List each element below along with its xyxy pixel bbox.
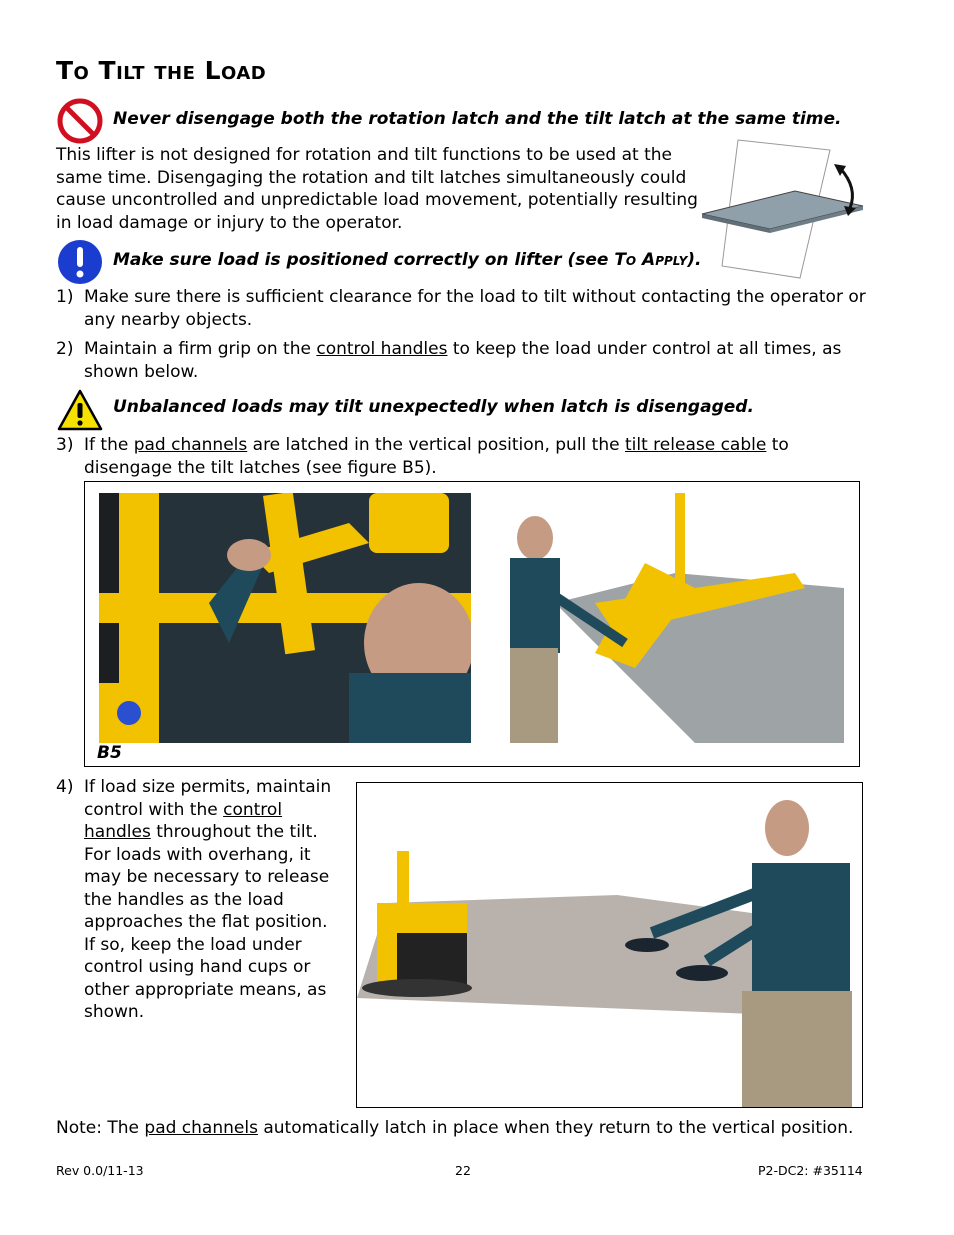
step-2-text	[84, 338, 844, 383]
step-1-number: 1)	[56, 287, 74, 307]
prohibit-callout-text: Never disengage both the rotation latch and the tilt latch at the same time.	[113, 109, 842, 129]
notice-callout	[113, 249, 702, 272]
step-3-text-start: If the	[84, 435, 134, 455]
step-3-text	[84, 434, 874, 479]
step-2-text-end: to keep the load under control at all times, as shown below.	[84, 339, 842, 382]
note-text-end: automatically latch in place when they return to the vertical position.	[257, 1118, 854, 1138]
prohibit-icon	[56, 97, 104, 145]
step-2-text-start: Maintain a firm grip on the	[84, 339, 317, 359]
step-2-number: 2)	[56, 339, 74, 359]
figure-hand-cups-photo	[357, 783, 862, 1107]
footer-page-number: 22	[455, 1163, 471, 1178]
step-3-number: 3)	[56, 435, 74, 455]
notice-reference: To Apply	[614, 250, 688, 270]
figure-b5	[84, 481, 860, 767]
footer-revision: Rev 0.0/11-13	[56, 1163, 144, 1178]
note-text-start: Note: The	[56, 1118, 145, 1138]
tilt-diagram	[700, 136, 870, 282]
figure-hand-cups	[356, 782, 863, 1108]
notice-text-end: ).	[687, 250, 702, 270]
step-1-text: Make sure there is sufficient clearance for the load to tilt without contacting the operator or any nearby objects.	[84, 287, 866, 330]
page-title: To Tilt the Load	[56, 56, 267, 85]
step-4-text	[84, 776, 332, 1024]
control-handles-link: control handles	[316, 339, 448, 359]
step-3-text-end: to disengage the tilt latches (see figure B5).	[84, 435, 789, 478]
figure-b5-photo-handles	[495, 493, 844, 743]
intro-paragraph: This lifter is not designed for rotation and tilt functions to be used at the same time. Disengaging the rotation and tilt latches simultaneously could cause uncontrolled and unpredictable load movement, potentially resulting in load damage or injury to the operator.	[56, 145, 698, 233]
notice-text: Make sure load is positioned correctly on lifter (see	[113, 250, 615, 270]
tilt-release-cable-link: tilt release cable	[625, 435, 767, 455]
pad-channels-link-2: pad channels	[144, 1118, 258, 1138]
step-4-number: 4)	[56, 777, 74, 797]
figure-b5-label: B5	[97, 743, 122, 763]
control-handles-link-2: control handles	[84, 799, 283, 842]
footer-document-id: P2-DC2: #35114	[758, 1163, 863, 1178]
exclamation-icon	[56, 238, 104, 286]
step-3-text-mid: are latched in the vertical position, pull the	[247, 435, 625, 455]
step-4-text-end: throughout the tilt. For loads with overhang, it may be necessary to release the handles as the load approaches the flat position. If so, keep the load under control using hand cups or other appropriate means, as shown.	[84, 822, 330, 1022]
pad-channels-link: pad channels	[133, 435, 248, 455]
step-4-text-start: If load size permits, maintain control with the	[84, 777, 332, 820]
note-paragraph	[56, 1117, 853, 1140]
warning-triangle-icon	[56, 388, 104, 432]
caution-callout-text: Unbalanced loads may tilt unexpectedly when latch is disengaged.	[113, 397, 754, 417]
figure-b5-photo-cable	[99, 493, 471, 743]
